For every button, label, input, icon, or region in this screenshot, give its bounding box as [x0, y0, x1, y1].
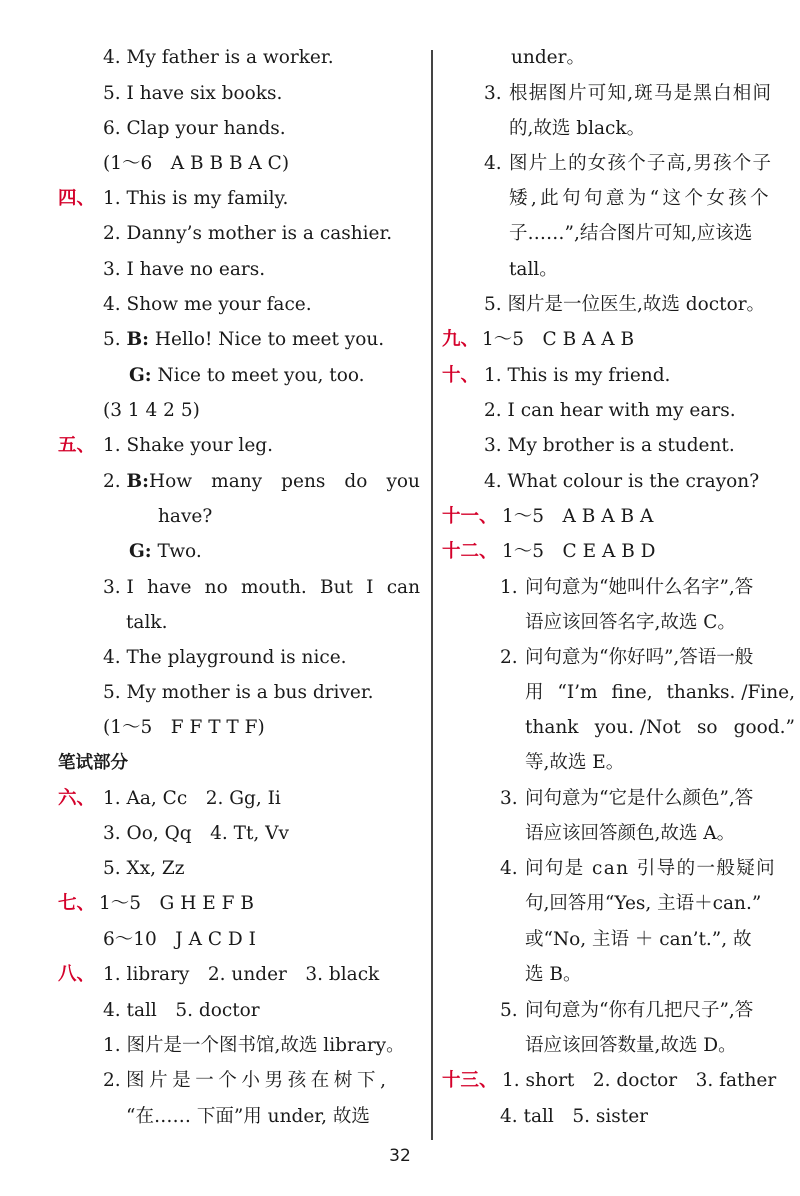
s12-explain-2-line-1: 问句意为“你好吗”,答语一般	[525, 647, 754, 668]
word: I	[366, 577, 374, 598]
section-6-label: 六、	[58, 788, 96, 809]
word: thank	[525, 717, 579, 738]
s5-item-1: 1. Shake your leg.	[103, 435, 274, 456]
speaker-g: G:	[129, 541, 152, 562]
s7-line-2: 6～10 J A C D I	[103, 929, 256, 950]
s12-explain-5-line-2: 语应该回答数量,故选 D。	[525, 1035, 737, 1056]
s10-item-4: 4. What colour is the crayon?	[484, 471, 760, 492]
s12-explain-3-line-2: 语应该回答颜色,故选 A。	[525, 823, 736, 844]
word: fine,	[611, 682, 653, 703]
s12-explain-2-line-4: 等,故选 E。	[525, 752, 625, 773]
s8-line-1: 1. library 2. under 3. black	[103, 964, 380, 985]
word: 用	[525, 682, 544, 703]
s8-explain-2-number: 2.	[103, 1070, 121, 1091]
word: How	[149, 471, 193, 492]
s12-answers: 1～5 C E A B D	[502, 541, 656, 562]
word: do	[344, 471, 368, 492]
s10-item-2: 2. I can hear with my ears.	[484, 400, 736, 421]
s12-explain-4-line-4: 选 B。	[525, 964, 582, 985]
s8-explain-1: 1. 图片是一个图书馆,故选 library。	[103, 1035, 405, 1056]
s3-item-4: 4. My father is a worker.	[103, 47, 334, 68]
s12-explain-1-line-2: 语应该回答名字,故选 C。	[525, 612, 736, 633]
s12-explain-5-line-1: 问句意为“你有几把尺子”,答	[525, 1000, 754, 1021]
page-number: 32	[389, 1146, 411, 1166]
s8-explain-3-number: 3.	[484, 83, 502, 104]
word: many	[211, 471, 263, 492]
section-8-label: 八、	[58, 964, 96, 985]
section-10-label: 十、	[442, 365, 480, 386]
s4-item-5	[103, 328, 384, 352]
s8-explain-3-line-1: 根据图片可知,斑马是黑白相间	[509, 83, 773, 104]
s4-item-3: 3. I have no ears.	[103, 259, 266, 280]
s3-item-5: 5. I have six books.	[103, 83, 283, 104]
word: mouth.	[240, 577, 307, 598]
word: But	[319, 577, 353, 598]
s8-explain-2-line-2: “在…… 下面”用 under, 故选	[126, 1106, 370, 1127]
s8-explain-2-end: under。	[511, 47, 585, 68]
s12-explain-4-line-3: 或“No, 主语 ＋ can’t.”, 故	[525, 929, 752, 950]
s5-item-4: 4. The playground is nice.	[103, 647, 347, 668]
section-13-label: 十三、	[442, 1070, 498, 1091]
s5-item-3-cont: talk.	[126, 612, 168, 633]
written-part-heading: 笔试部分	[58, 753, 128, 773]
s4-item-2: 2. Danny’s mother is a cashier.	[103, 223, 393, 244]
s10-item-3: 3. My brother is a student.	[484, 435, 735, 456]
s6-line-2: 3. Oo, Qq 4. Tt, Vv	[103, 823, 289, 844]
s4-item-1: 1. This is my family.	[103, 188, 289, 209]
s8-explain-4-line-4: tall。	[509, 259, 558, 280]
s12-explain-2-line-3	[525, 716, 795, 740]
section-5-label: 五、	[58, 435, 96, 456]
s7-line-1: 1～5 G H E F B	[99, 893, 254, 914]
s12-explain-3-line-1: 问句意为“它是什么颜色”,答	[525, 788, 754, 809]
speaker-b: B:	[126, 329, 150, 350]
s12-explain-2-line-2	[525, 681, 795, 705]
s8-explain-4-line-3: 子……”,结合图片可知,应该选	[509, 223, 753, 244]
s12-explain-3-number: 3.	[500, 788, 518, 809]
s8-explain-4-line-2: 矮,此句句意为“这个女孩个	[509, 188, 773, 209]
s8-explain-4-line-1: 图片上的女孩个子高,男孩个子	[509, 153, 773, 174]
s8-explain-2-line-1: 图片是一个小男孩在树下,	[126, 1070, 391, 1091]
s5-item-2	[103, 470, 420, 494]
s12-explain-5-number: 5.	[500, 1000, 518, 1021]
word: have	[147, 577, 192, 598]
section-11-label: 十一、	[442, 506, 498, 527]
s12-explain-4-number: 4.	[500, 858, 518, 879]
word: I	[126, 577, 134, 598]
s12-explain-4-line-2: 句,回答用“Yes, 主语＋can.”	[525, 893, 762, 914]
s5-item-2-number: 2.	[103, 471, 121, 492]
s5-item-5: 5. My mother is a bus driver.	[103, 682, 374, 703]
s10-item-1: 1. This is my friend.	[484, 365, 671, 386]
s13-line-2: 4. tall 5. sister	[500, 1106, 648, 1127]
s3-answers: (1～6 A B B B A C)	[103, 153, 290, 174]
s4-item-4: 4. Show me your face.	[103, 294, 312, 315]
word: so	[696, 717, 718, 738]
s5-answers: (1～5 F F T T F)	[103, 717, 265, 738]
word: thanks. /Fine,	[666, 682, 795, 703]
s12-explain-1-number: 1.	[500, 577, 518, 598]
s8-explain-4-number: 4.	[484, 153, 502, 174]
s5-item-2-cont: have?	[158, 506, 213, 527]
s4-item-5-b-text: Hello! Nice to meet you.	[154, 329, 385, 350]
s11-answers: 1～5 A B A B A	[502, 506, 654, 527]
s8-explain-5: 5. 图片是一位医生,故选 doctor。	[484, 294, 766, 315]
word: pens	[281, 471, 326, 492]
s6-line-3: 5. Xx, Zz	[103, 858, 185, 879]
section-7-label: 七、	[58, 893, 96, 914]
word: no	[204, 577, 228, 598]
s5-item-3-number: 3.	[103, 577, 121, 598]
s12-explain-1-line-1: 问句意为“她叫什么名字”,答	[525, 577, 754, 598]
s5-item-2-g-text: Two.	[157, 541, 202, 562]
word: you. /Not	[594, 717, 681, 738]
s4-item-5-number: 5.	[103, 329, 121, 350]
s6-line-1: 1. Aa, Cc 2. Gg, Ii	[103, 788, 281, 809]
column-divider	[431, 50, 433, 1140]
section-9-label: 九、	[442, 329, 480, 350]
s4-answers: (3 1 4 2 5)	[103, 400, 200, 421]
word: you	[386, 471, 420, 492]
word: good.”	[733, 717, 795, 738]
speaker-g: G:	[129, 365, 152, 386]
s8-explain-3-line-2: 的,故选 black。	[509, 118, 646, 139]
s5-item-2-g-line	[129, 540, 202, 564]
speaker-b: B:	[126, 471, 150, 492]
section-4-label: 四、	[58, 188, 96, 209]
s8-line-2: 4. tall 5. doctor	[103, 1000, 260, 1021]
s4-item-5-g-line	[129, 364, 365, 388]
s12-explain-4-line-1: 问句是 can 引导的一般疑问	[525, 858, 777, 879]
s12-explain-2-number: 2.	[500, 647, 518, 668]
s5-item-3	[103, 576, 420, 600]
s3-item-6: 6. Clap your hands.	[103, 118, 286, 139]
word: “I’m	[557, 682, 598, 703]
section-12-label: 十二、	[442, 541, 498, 562]
s9-answers: 1～5 C B A A B	[482, 329, 635, 350]
word: can	[386, 577, 420, 598]
s13-line-1: 1. short 2. doctor 3. father	[502, 1070, 777, 1091]
s4-item-5-g-text: Nice to meet you, too.	[157, 365, 365, 386]
